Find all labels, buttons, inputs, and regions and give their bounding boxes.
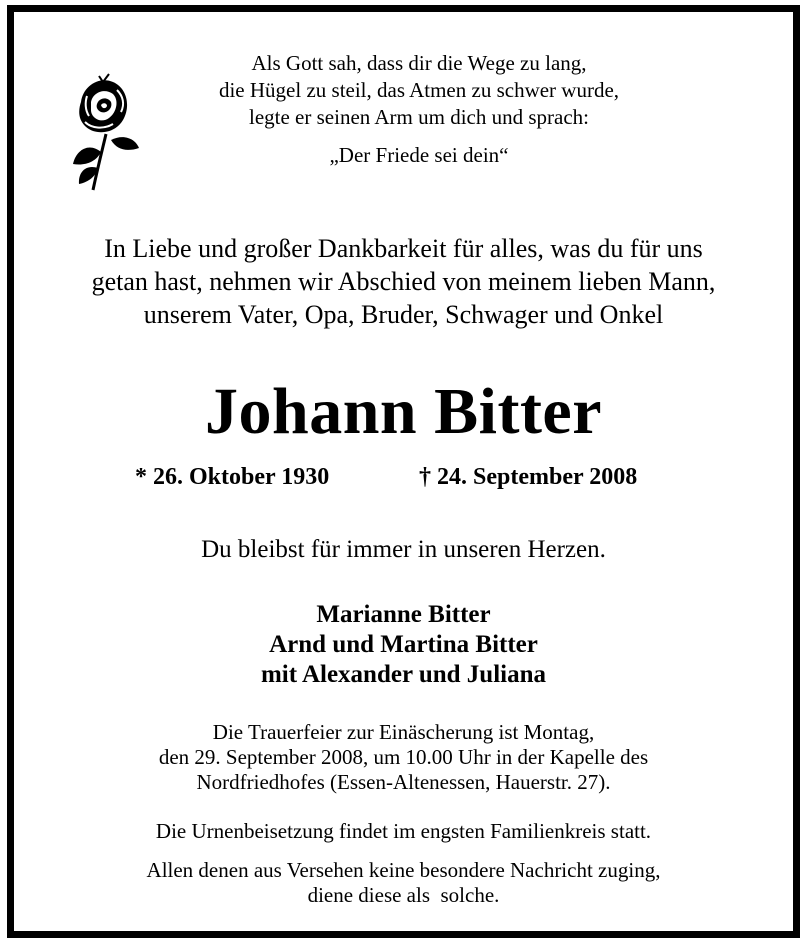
intro-line: getan hast, nehmen wir Abschied von meinem lieben Mann, bbox=[91, 267, 716, 296]
intro-line: In Liebe und großer Dankbarkeit für alles, was du für uns bbox=[104, 234, 703, 263]
notice-line: Allen denen aus Versehen keine besondere Nachricht zuging, bbox=[146, 858, 661, 882]
family-member: Arnd und Martina Bitter bbox=[269, 631, 538, 658]
poem-line: die Hügel zu steil, das Atmen zu schwer wurde, bbox=[218, 78, 620, 102]
notice-text bbox=[14, 858, 793, 908]
service-line: Nordfriedhofes (Essen-Altenessen, Hauerstr. 27). bbox=[196, 770, 611, 794]
service-line: Die Trauerfeier zur Einäscherung ist Montag, bbox=[212, 720, 595, 744]
intro-line: unserem Vater, Opa, Bruder, Schwager und Onkel bbox=[143, 300, 664, 329]
deceased-name: Johann Bitter bbox=[204, 375, 603, 448]
burial-note: Die Urnenbeisetzung findet im engsten Familienkreis statt. bbox=[155, 819, 652, 843]
death-date: † 24. September 2008 bbox=[419, 464, 638, 490]
poem-line: legte er seinen Arm um dich und sprach: bbox=[249, 105, 589, 129]
birth-date: * 26. Oktober 1930 bbox=[135, 464, 330, 490]
intro-text bbox=[14, 232, 793, 331]
notice-line: diene diese als solche. bbox=[307, 883, 500, 907]
service-line: den 29. September 2008, um 10.00 Uhr in der Kapelle des bbox=[158, 745, 649, 769]
poem bbox=[154, 50, 684, 169]
rose-icon bbox=[51, 72, 151, 192]
family-names bbox=[14, 600, 793, 690]
farewell-line: Du bleibst für immer in unseren Herzen. bbox=[201, 536, 606, 563]
poem-line: Als Gott sah, dass dir die Wege zu lang, bbox=[251, 51, 587, 75]
obituary-notice bbox=[7, 5, 800, 938]
poem-quote: „Der Friede sei dein“ bbox=[329, 143, 509, 167]
family-member: Marianne Bitter bbox=[316, 601, 491, 628]
family-member: mit Alexander und Juliana bbox=[260, 661, 547, 688]
service-details bbox=[14, 720, 793, 795]
